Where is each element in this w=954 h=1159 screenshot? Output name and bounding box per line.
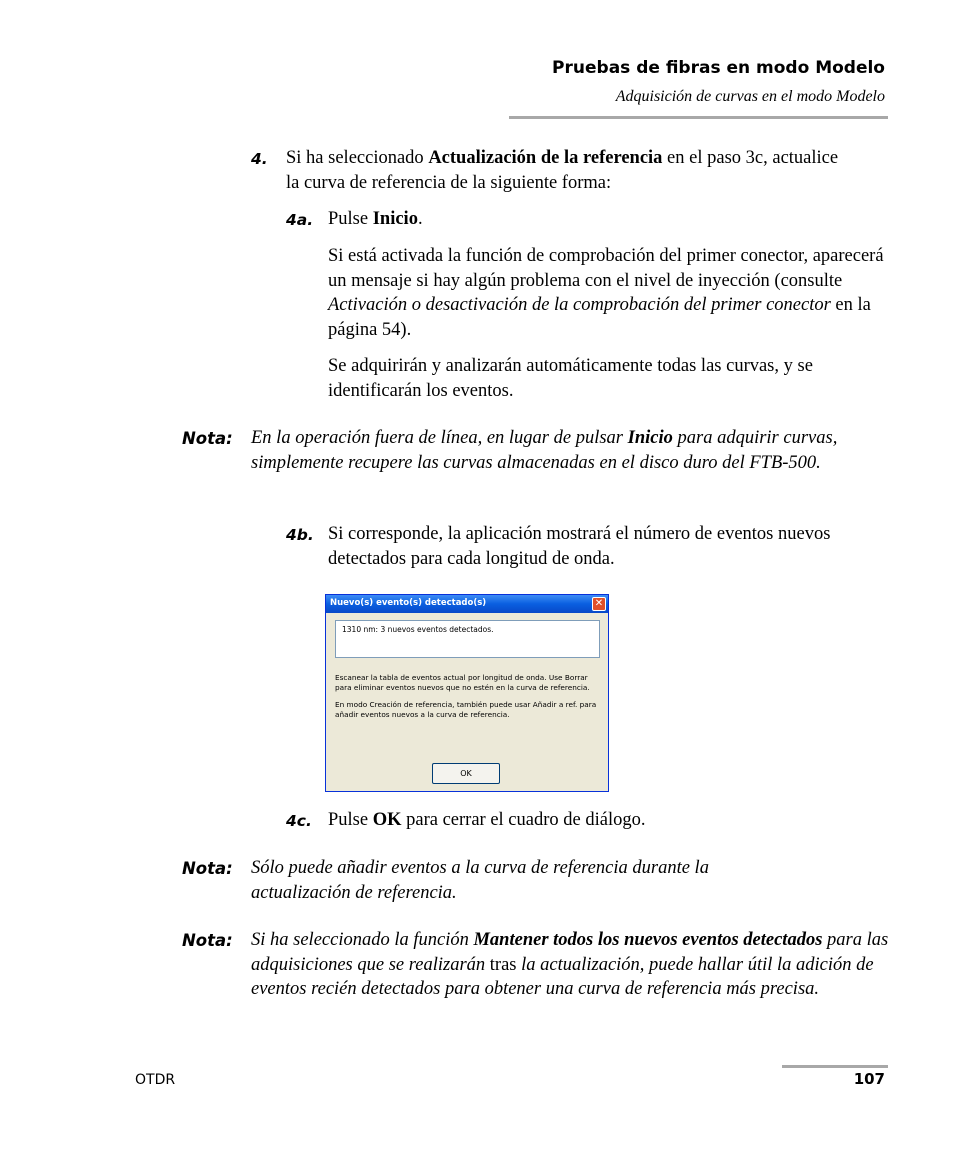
step-4a-number: 4a.	[286, 211, 314, 229]
step-4c-number: 4c.	[286, 812, 312, 830]
note-3-text: Si ha seleccionado la función Mantener todos los nuevos eventos detectados para las adquisiciones que se realizarán tras la actualización, puede hallar útil la adición de eventos recién detectados para obtener una curva de referencia más precisa.	[251, 930, 889, 999]
dialog-title: Nuevo(s) evento(s) detectado(s)	[330, 598, 487, 608]
note-2-label: Nota:	[182, 859, 233, 878]
note-1-text: En la operación fuera de línea, en lugar de pulsar Inicio para adquirir curvas, simplemente recupere las curvas almacenadas en el disco duro del FTB-500.	[251, 428, 838, 473]
new-events-dialog	[325, 594, 609, 792]
header-rule	[509, 116, 888, 119]
dialog-title-bar	[326, 595, 608, 613]
note-1-label: Nota:	[182, 429, 233, 448]
step-4a-paragraph-2: Se adquirirán y analizarán automáticamente todas las curvas, y se identificarán los eventos.	[328, 356, 813, 401]
footer-product: OTDR	[135, 1072, 176, 1088]
detected-events-list[interactable]	[335, 620, 600, 658]
footer-rule	[782, 1065, 888, 1068]
step-4b-text: Si corresponde, la aplicación mostrará el número de eventos nuevos detectados para cada longitud de onda.	[328, 524, 831, 569]
step-4a-paragraph-1: Si está activada la función de comprobación del primer conector, aparecerá un mensaje si hay algún problema con el nivel de inyección (consulte Activación o desactivación de la comprobación del primer conector en la página 54).	[328, 246, 884, 340]
close-icon[interactable]: ✕	[592, 597, 606, 611]
note-3-label: Nota:	[182, 931, 233, 950]
step-4b-number: 4b.	[286, 526, 314, 544]
running-header-subtitle: Adquisición de curvas en el modo Modelo	[615, 88, 885, 105]
list-item: 1310 nm: 3 nuevos eventos detectados.	[342, 625, 494, 634]
step-4c-text: Pulse OK para cerrar el cuadro de diálogo.	[328, 810, 646, 830]
page-number: 107	[853, 1070, 885, 1088]
step-4-text: Si ha seleccionado Actualización de la referencia en el paso 3c, actualice la curva de referencia de la siguiente forma:	[286, 148, 839, 193]
step-4a-text: Pulse Inicio.	[328, 209, 423, 229]
ok-button[interactable]: OK	[432, 763, 500, 784]
dialog-message-1: Escanear la tabla de eventos actual por longitud de onda. Use Borrar para eliminar eventos nuevos que no estén en la curva de referencia.	[335, 673, 590, 692]
running-header-title: Pruebas de fibras en modo Modelo	[552, 58, 885, 78]
step-4-number: 4.	[251, 150, 268, 168]
dialog-message-2: En modo Creación de referencia, también puede usar Añadir a ref. para añadir eventos nuevos a la curva de referencia.	[335, 700, 597, 719]
note-2-text: Sólo puede añadir eventos a la curva de referencia durante la actualización de referencia.	[251, 858, 709, 903]
